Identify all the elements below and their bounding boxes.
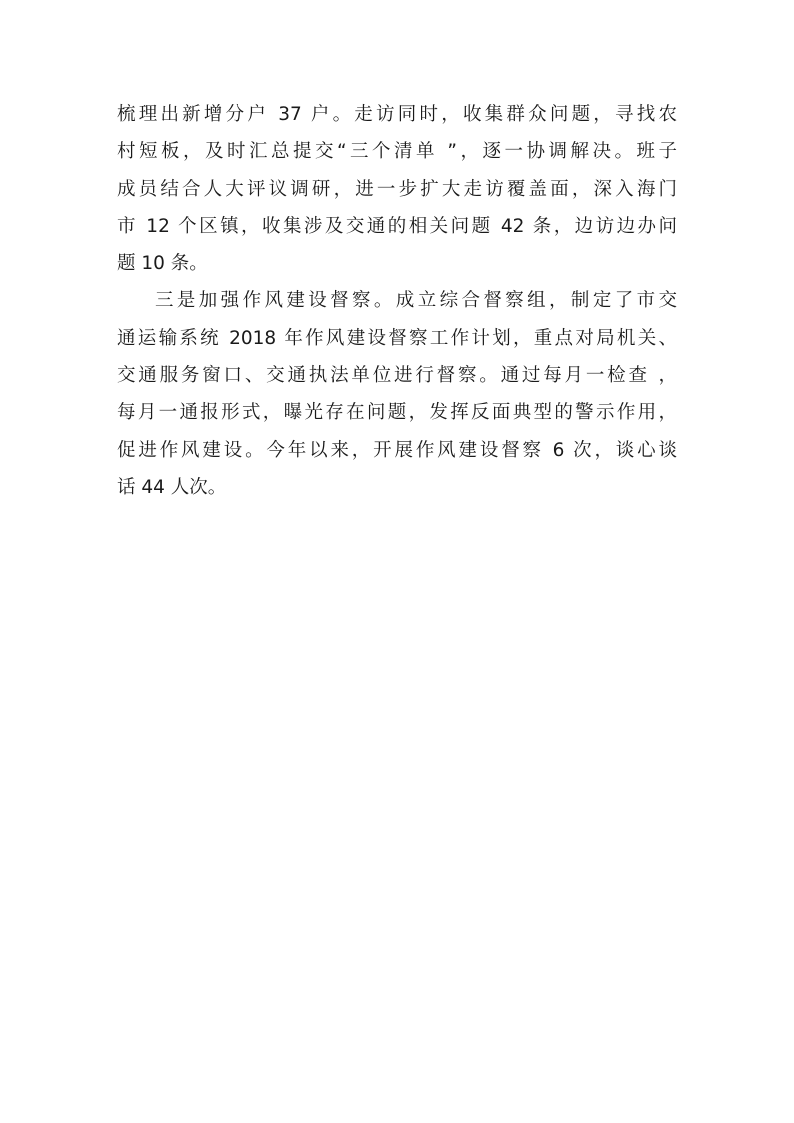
paragraph-line: 成员结合人大评议调研，进一步扩大走访覆盖面，深入海门 [117,178,677,200]
paragraph-line: 题 10 条。 [117,253,208,275]
paragraph-line: 市 12 个区镇，收集涉及交通的相关问题 42 条，边访边办问 [117,215,677,237]
paragraph-line: 三是加强作风建设督察。成立综合督察组，制定了市交 [155,290,677,312]
paragraph-line: 每月一通报形式，曝光存在问题，发挥反面典型的警示作用， [117,402,677,424]
paragraph-2 [117,282,677,506]
paragraph-1 [117,96,677,282]
document-body [117,96,677,506]
paragraph-line: 话 44 人次。 [117,476,227,498]
paragraph-line: 村短板，及时汇总提交“三个清单 ”，逐一协调解决。班子 [117,141,677,163]
paragraph-line: 促进作风建设。今年以来，开展作风建设督察 6 次，谈心谈 [117,439,677,461]
paragraph-line: 交通服务窗口、交通执法单位进行督察。通过每月一检查 ， [117,365,677,387]
paragraph-line: 通运输系统 2018 年作风建设督察工作计划，重点对局机关、 [117,327,677,349]
paragraph-line: 梳理出新增分户 37 户。走访同时，收集群众问题，寻找农 [117,104,677,125]
